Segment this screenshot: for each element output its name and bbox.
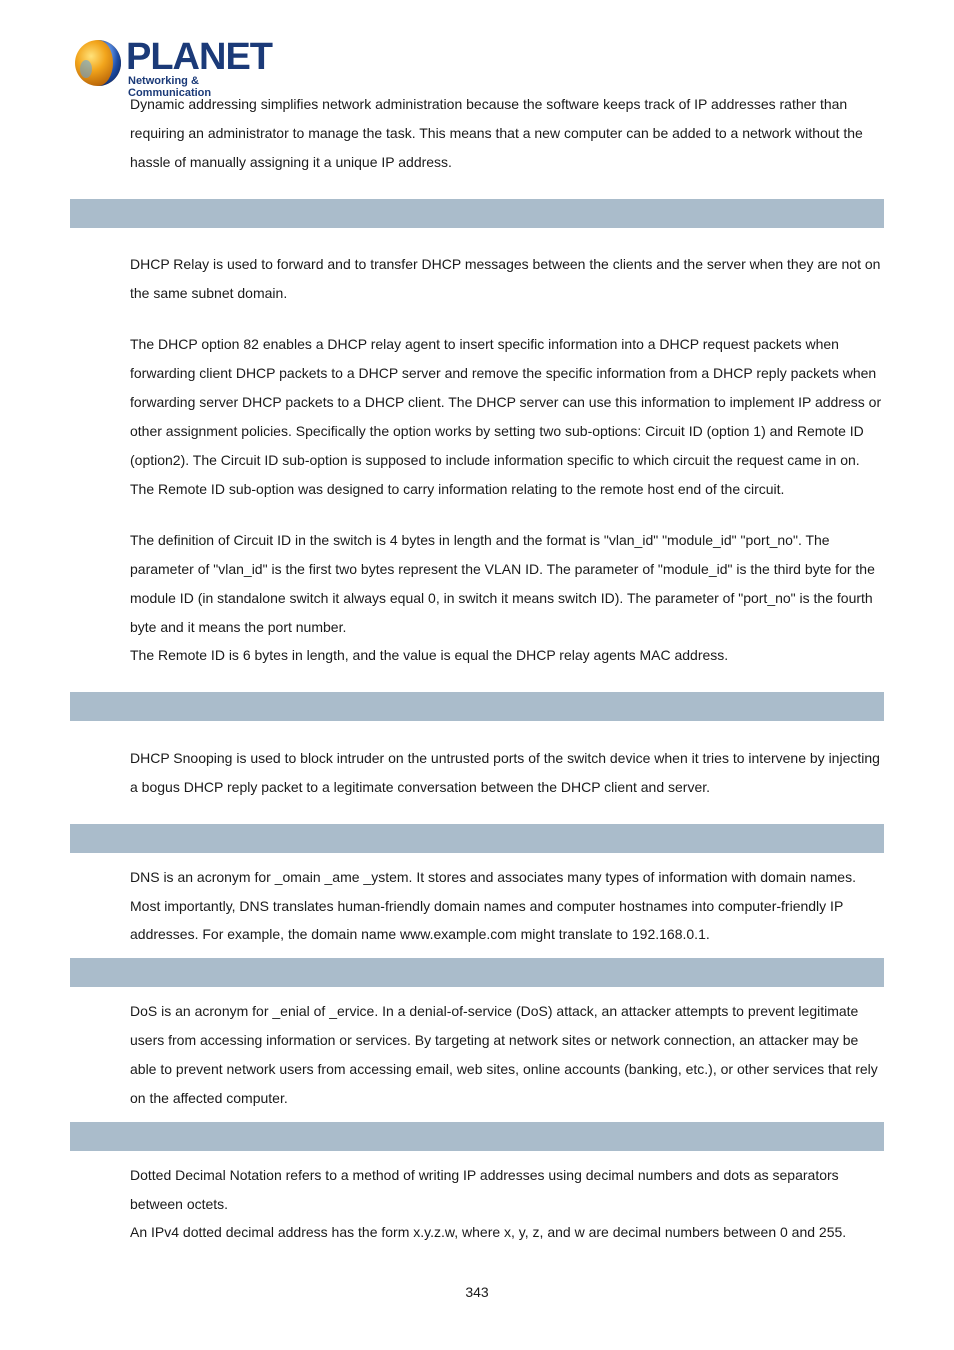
page-number: 343: [465, 1284, 489, 1300]
section-bar-dos: [70, 958, 884, 987]
paragraph-circuit-id: The definition of Circuit ID in the switch is 4 bytes in length and the format is "vlan_id" "module_id" "port_no". The parameter of "vlan_id" is the first two bytes represent the VLAN ID. The parameter of "module_id" is the third byte for the module ID (in standalone switch it always equal 0, in switch it means switch ID). The parameter of "port_no" is the fourth byte and it means the port number.: [130, 532, 875, 635]
section-bar-dhcp-snooping: [70, 692, 884, 721]
paragraph-dotted-decimal: Dotted Decimal Notation refers to a method of writing IP addresses using decimal numbers and dots as separators between octets.: [130, 1167, 839, 1212]
brand-tagline: Networking & Communication: [128, 75, 212, 99]
paragraph-dns: DNS is an acronym for _omain _ame _ystem. It stores and associates many types of information with domain names. Most importantly, DNS translates human-friendly domain names and computer hostnames into computer-friendly IP addresses. For example, the domain name www.example.com might translate to 192.168.0.1.: [130, 869, 856, 942]
paragraph-dos: DoS is an acronym for _enial of _ervice. In a denial-of-service (DoS) attack, an attacker attempts to prevent legitimate users from accessing information or services. By targeting at network sites or network connection, an attacker may be able to prevent network users from accessing email, web sites, online accounts (banking, etc.), or other services that rely on the affected computer.: [130, 1003, 878, 1106]
section-bar-dotted-decimal: [70, 1122, 884, 1151]
planet-logo: [72, 36, 272, 99]
globe-icon: [72, 36, 124, 88]
paragraph-option82: The DHCP option 82 enables a DHCP relay agent to insert specific information into a DHCP request packets when forwarding client DHCP packets to a DHCP server and remove the specific information from a DHCP reply packets when forwarding server DHCP packets to a DHCP client. The DHCP server can use this information to implement IP address or other assignment policies. Specifically the option works by setting two sub-options: Circuit ID (option 1) and Remote ID (option2). The Circuit ID sub-option is supposed to include information specific to which circuit the request came in on. The Remote ID sub-option was designed to carry information relating to the remote host end of the circuit.: [130, 336, 882, 497]
section-bar-dns: [70, 824, 884, 853]
paragraph-remote-id: The Remote ID is 6 bytes in length, and the value is equal the DHCP relay agents MAC address.: [130, 647, 729, 663]
paragraph-ipv4-form: An IPv4 dotted decimal address has the form x.y.z.w, where x, y, z, and w are decimal numbers between 0 and 255.: [130, 1224, 847, 1240]
paragraph-dhcp-relay: DHCP Relay is used to forward and to transfer DHCP messages between the clients and the server when they are not on the same subnet domain.: [130, 256, 881, 301]
paragraph-dynamic-addressing: Dynamic addressing simplifies network administration because the software keeps track of IP addresses rather than requiring an administrator to manage the task. This means that a new computer can be added to a network without the hassle of manually assigning it a unique IP address.: [130, 96, 863, 170]
brand-name: PLANET: [126, 36, 272, 78]
paragraph-dhcp-snooping: DHCP Snooping is used to block intruder on the untrusted ports of the switch device when it tries to intervene by injecting a bogus DHCP reply packet to a legitimate conversation between the DHCP client and server.: [130, 750, 880, 795]
section-bar-dhcp-relay: [70, 199, 884, 228]
